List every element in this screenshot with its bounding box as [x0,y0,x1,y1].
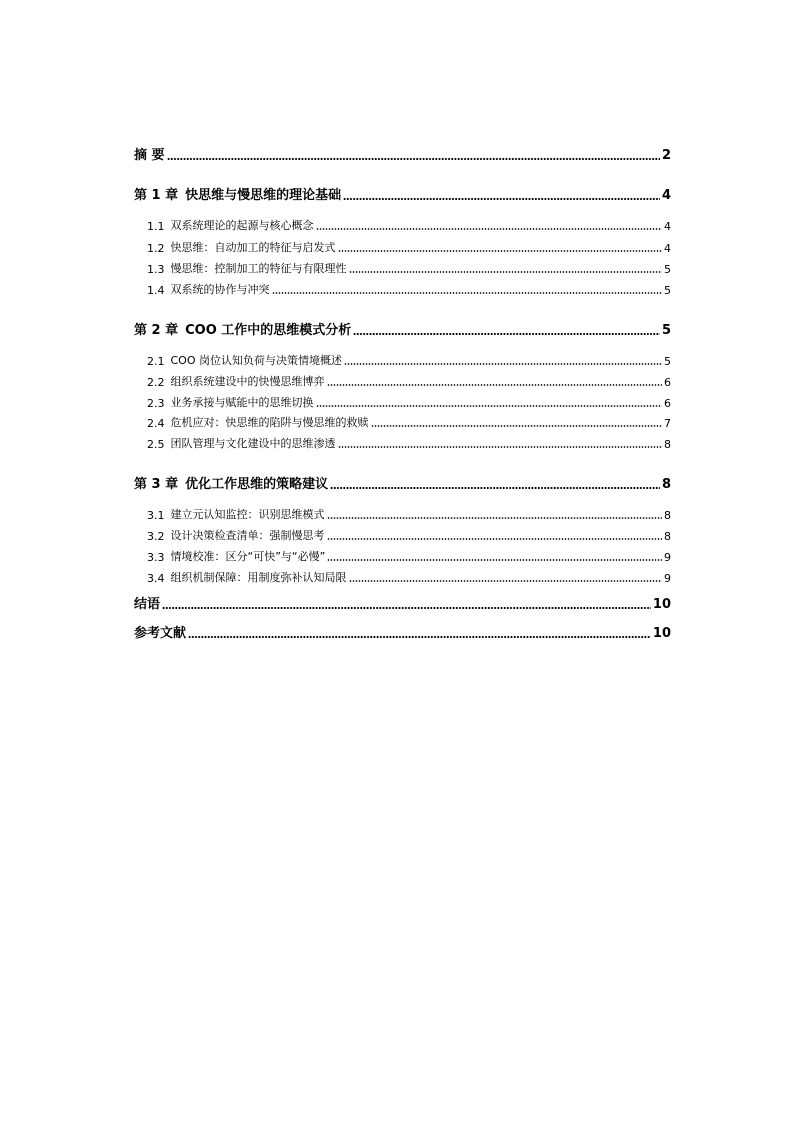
toc-entry-title: 情境校准：区分“可快”与“必慢” [170,550,326,563]
toc-entry-title: 参考文献 [134,626,187,641]
toc-entry-conclusion[interactable] [134,594,671,612]
toc-entry-3-1[interactable] [134,507,671,522]
dot-leader [167,158,660,160]
toc-entry-page: 6 [664,376,671,389]
toc-entry-references[interactable] [134,623,671,641]
toc-entry-number: 3.4 [147,572,165,585]
toc-entry-page: 2 [661,148,671,163]
toc-entry-page: 8 [664,530,671,543]
toc-entry-abstract[interactable] [134,145,671,163]
toc-entry-number: 1.4 [147,284,165,297]
toc-entry-number: 第 1 章 [134,188,179,203]
toc-entry-chapter-1[interactable] [134,185,671,203]
toc-entry-1-4[interactable] [134,282,671,297]
toc-entry-title: 组织系统建设中的快慢思维博弈 [170,375,325,388]
toc-entry-page: 8 [661,477,671,492]
toc-entry-page: 6 [664,397,671,410]
toc-entry-1-3[interactable] [134,261,671,276]
toc-entry-page: 9 [664,572,671,585]
toc-entry-2-2[interactable] [134,374,671,389]
toc-entry-title: 双系统理论的起源与核心概念 [170,219,314,232]
toc-entry-page: 5 [664,355,671,368]
toc-entry-2-1[interactable] [134,353,671,368]
toc-entry-page: 7 [664,417,671,430]
toc-entry-chapter-3[interactable] [134,474,671,492]
dot-leader [327,559,662,561]
toc-entry-chapter-2[interactable] [134,320,671,338]
toc-entry-title: 快思维与慢思维的理论基础 [185,188,342,203]
toc-entry-page: 5 [661,323,671,338]
toc-entry-number: 第 2 章 [134,323,179,338]
toc-entry-number: 3.1 [147,509,165,522]
toc-entry-page: 5 [664,263,671,276]
dot-leader [188,636,651,638]
toc-entry-title: 组织机制保障：用制度弥补认知局限 [170,571,347,584]
toc-entry-number: 2.1 [147,355,165,368]
toc-entry-page: 8 [664,438,671,451]
toc-entry-page: 5 [664,284,671,297]
dot-leader [327,538,663,540]
toc-entry-3-2[interactable] [134,528,671,543]
dot-leader [316,405,663,407]
toc-entry-number: 2.3 [147,397,165,410]
toc-entry-title: 快思维：自动加工的特征与启发式 [170,241,336,254]
toc-entry-3-3[interactable] [134,549,671,564]
toc-entry-number: 第 3 章 [134,477,179,492]
toc-entry-number: 2.4 [147,417,165,430]
dot-leader [327,517,663,519]
dot-leader [316,228,663,230]
toc-entry-title: 业务承接与赋能中的思维切换 [170,396,314,409]
toc-entry-title: 危机应对：快思维的陷阱与慢思维的救赎 [170,416,369,429]
dot-leader [162,607,651,609]
toc-entry-3-4[interactable] [134,570,671,585]
dot-leader [349,271,663,273]
toc-entry-number: 2.2 [147,376,165,389]
toc-entry-2-4[interactable] [134,415,671,430]
toc-entry-number: 1.2 [147,242,165,255]
toc-entry-1-2[interactable] [134,240,671,255]
dot-leader [353,333,660,335]
toc-entry-title: COO 工作中的思维模式分析 [185,323,352,338]
dot-leader [338,250,663,252]
toc-entry-title: 建立元认知监控：识别思维模式 [170,508,325,521]
dot-leader [327,384,663,386]
toc-entry-title: 双系统的协作与冲突 [170,283,270,296]
toc-entry-page: 9 [664,551,671,564]
toc-entry-1-1[interactable] [134,218,671,233]
toc-entry-number: 1.1 [147,220,165,233]
toc-entry-number: 3.3 [147,551,165,564]
toc-entry-page: 4 [664,242,671,255]
toc-entry-number: 2.5 [147,438,165,451]
toc-entry-page: 4 [661,188,671,203]
toc-entry-title: 团队管理与文化建设中的思维渗透 [170,437,336,450]
toc-entry-title: 优化工作思维的策略建议 [185,477,329,492]
toc-entry-page: 4 [664,220,671,233]
dot-leader [272,292,663,294]
toc-entry-title: 设计决策检查清单：强制慢思考 [170,529,325,542]
toc-entry-2-3[interactable] [134,395,671,410]
toc-entry-number: 1.3 [147,263,165,276]
toc-entry-page: 8 [664,509,671,522]
dot-leader [343,198,660,200]
toc-entry-page: 10 [652,626,671,641]
toc-entry-number: 3.2 [147,530,165,543]
toc-entry-2-5[interactable] [134,436,671,451]
toc-entry-title: COO 岗位认知负荷与决策情境概述 [170,354,342,367]
toc-entry-page: 10 [652,597,671,612]
toc-entry-title: 摘 要 [134,148,165,163]
dot-leader [371,425,663,427]
dot-leader [349,580,663,582]
dot-leader [338,446,663,448]
toc-entry-title: 慢思维：控制加工的特征与有限理性 [170,262,347,275]
dot-leader [344,363,662,365]
toc-entry-title: 结语 [134,597,161,612]
dot-leader [330,487,660,489]
